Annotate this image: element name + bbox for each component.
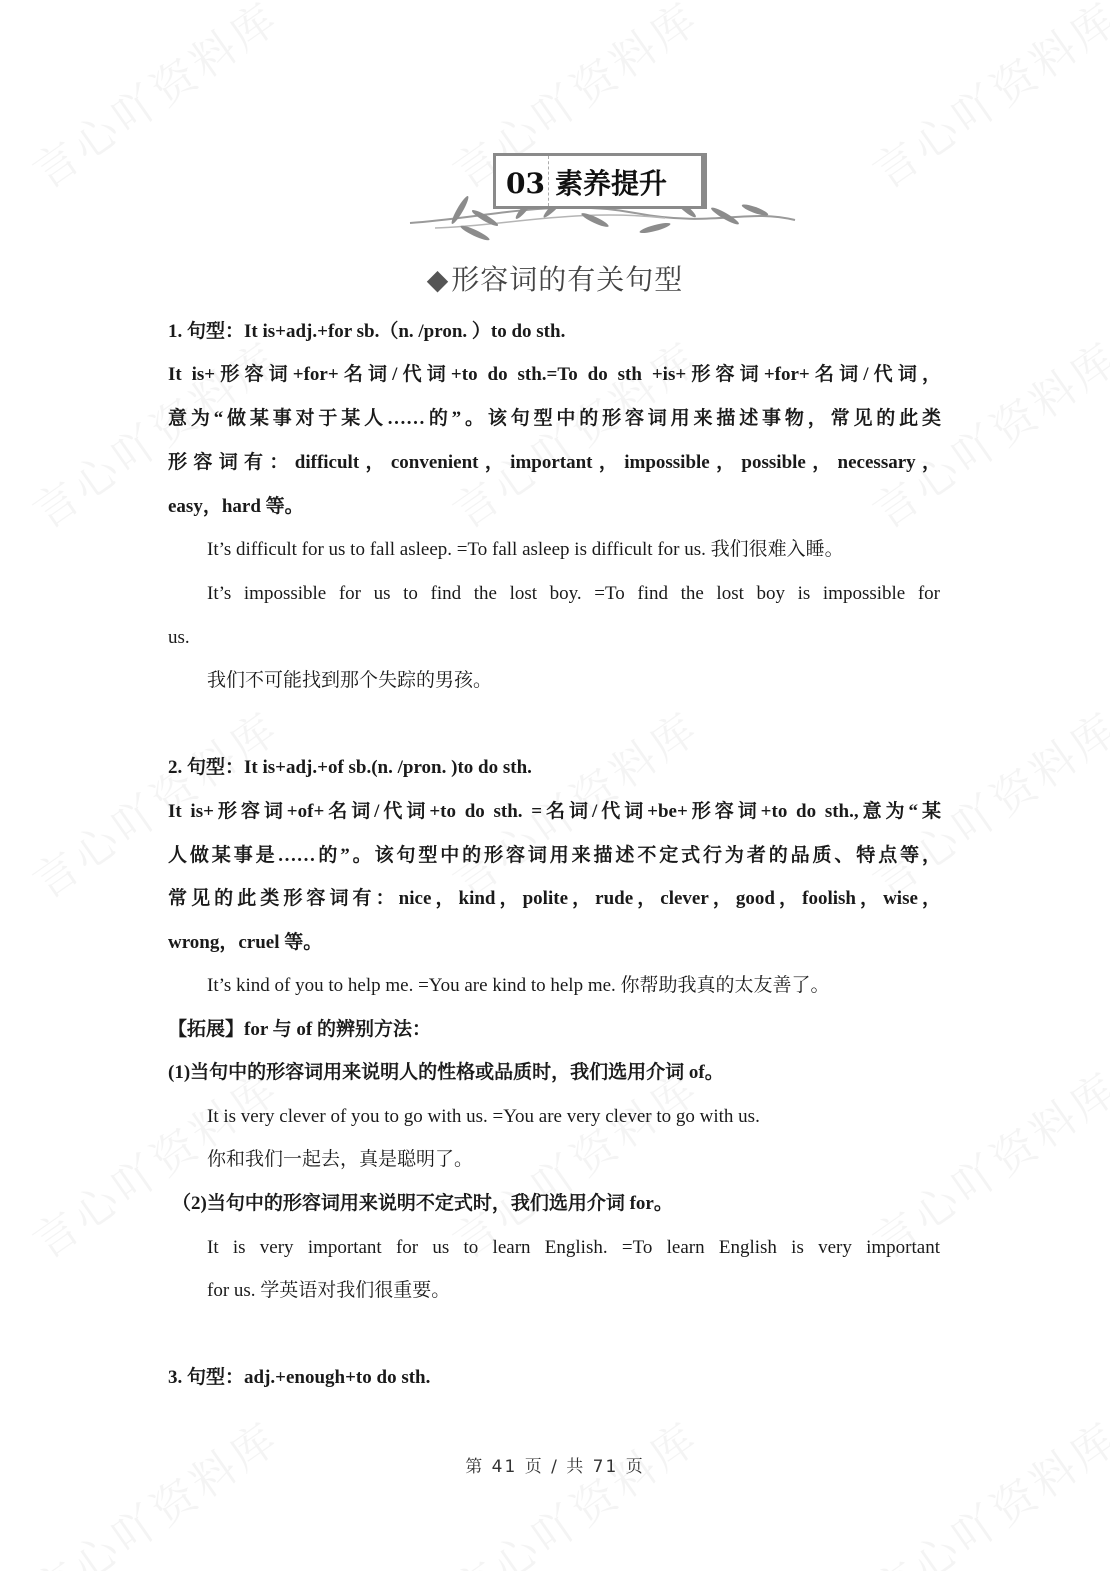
extension-heading: 【拓展】for 与 of 的辨别方法：: [168, 1019, 431, 1040]
banner-number: 03: [506, 167, 545, 200]
pattern1-desc-line: It is+形容词+for+名词/代词+to do sth.=To do sth +is+形容词+for+名词/代词，: [168, 364, 941, 385]
watermark: [18, 1403, 291, 1571]
extension-rule-of: (1)当句中的形容词用来说明人的性格或品质时，我们选用介词 of。: [168, 1062, 724, 1083]
example-translation: 你和我们一起去，真是聪明了。: [207, 1149, 474, 1170]
watermark: [438, 1403, 711, 1571]
example-sentence: It is very clever of you to go with us. =You are very clever to go with us.: [207, 1106, 760, 1127]
example-sentence: It’s difficult for us to fall asleep. =To fall asleep is difficult for us. 我们很难入睡。: [207, 539, 844, 560]
example-sentence: for us. 学英语对我们很重要。: [207, 1280, 451, 1301]
banner-title: [496, 162, 701, 202]
watermark: [858, 0, 1110, 201]
extension-rule-for: （2)当句中的形容词用来说明不定式时，我们选用介词 for。: [172, 1193, 673, 1214]
pattern2-desc-line: 人做某事是……的”。该句型中的形容词用来描述不定式行为者的品质、特点等，: [168, 845, 941, 866]
example-sentence: us.: [168, 627, 190, 648]
section-title-text: 形容词的有关句型: [451, 263, 684, 296]
pattern2-heading: 2. 句型：It is+adj.+of sb.(n. /pron. )to do sth.: [168, 757, 532, 778]
pattern1-desc-line: 意为“做某事对于某人……的”。该句型中的形容词用来描述事物，常见的此类: [168, 408, 941, 429]
pattern3-heading: 3. 句型：adj.+enough+to do sth.: [168, 1367, 431, 1388]
section-title: [0, 258, 1110, 298]
banner-frame: [493, 153, 707, 209]
pattern2-desc-line: It is+形容词+of+名词/代词+to do sth. =名词/代词+be+形容词+to do sth.,意为“某: [168, 801, 941, 822]
watermark: [18, 0, 291, 201]
section-banner: [405, 148, 800, 243]
pattern1-desc-line: easy，hard 等。: [168, 496, 304, 517]
example-translation: 我们不可能找到那个失踪的男孩。: [207, 670, 493, 691]
example-sentence: It’s impossible for us to find the lost boy. =To find the lost boy is impossible for: [207, 583, 940, 604]
watermark: [858, 323, 1110, 541]
example-sentence: It’s kind of you to help me. =You are kind to help me. 你帮助我真的太友善了。: [207, 975, 830, 996]
watermark: [438, 323, 711, 541]
pattern2-desc-line: wrong，cruel 等。: [168, 932, 323, 953]
example-sentence: It is very important for us to learn English. =To learn English is very important: [207, 1237, 940, 1258]
diamond-bullet-icon: ◆: [426, 263, 450, 296]
watermark: [858, 1403, 1110, 1571]
pattern1-heading: 1. 句型：It is+adj.+for sb.（n. /pron. ）to do sth.: [168, 321, 566, 342]
page-number: 第 41 页 / 共 71 页: [465, 1457, 645, 1477]
banner-label: 素养提升: [554, 167, 667, 200]
pattern2-desc-line: 常见的此类形容词有：nice，kind，polite，rude，clever，good，foolish，wise，: [168, 888, 941, 909]
pattern1-desc-line: 形容词有：difficult，convenient，important，impossible，possible，necessary，: [168, 452, 941, 473]
